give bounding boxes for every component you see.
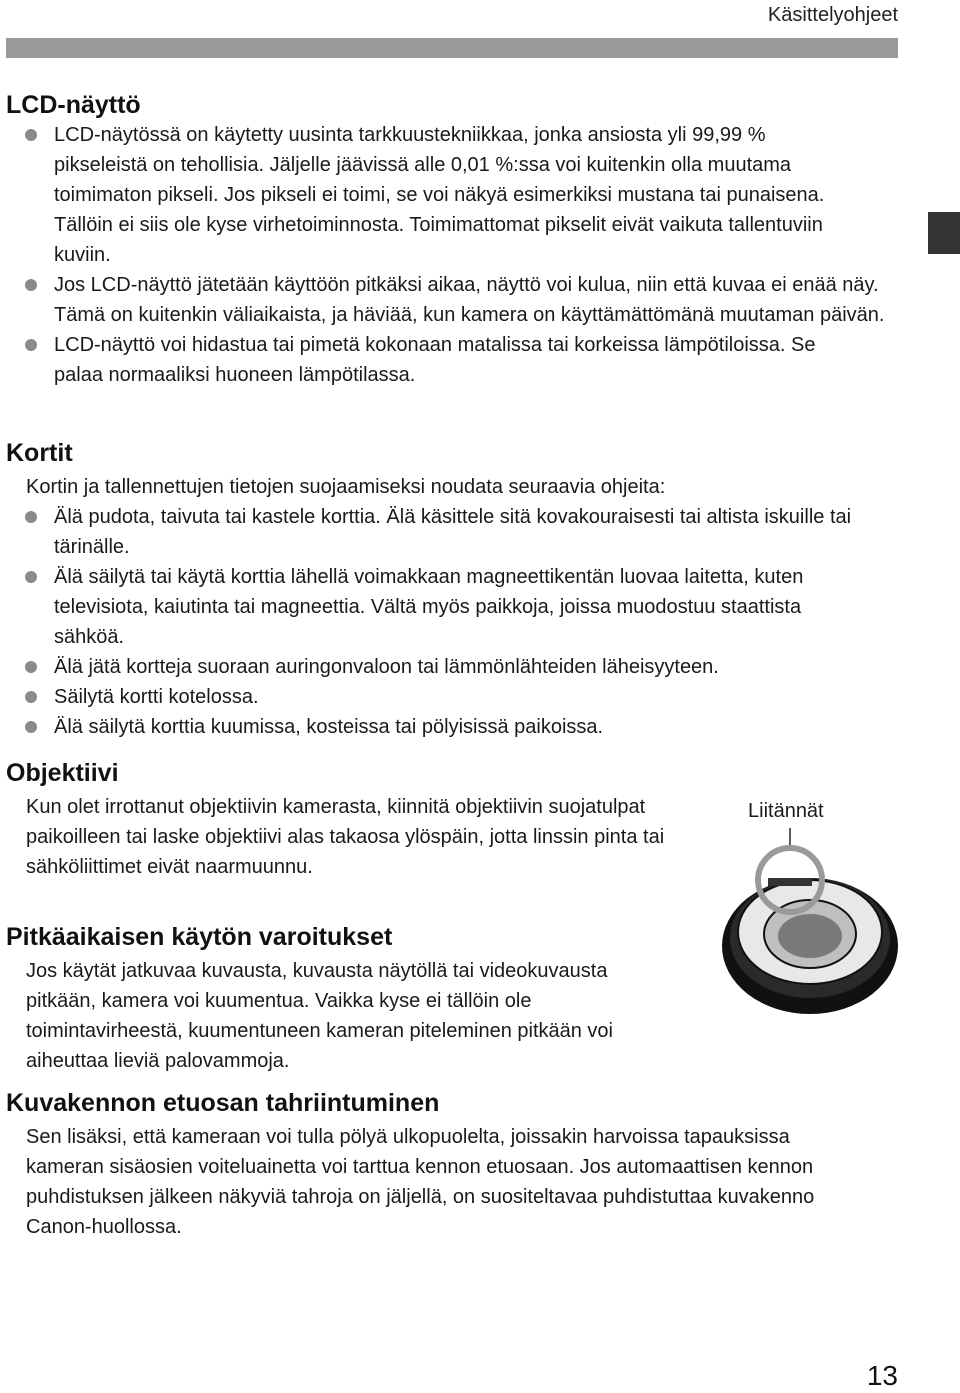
section-title: LCD-näyttö: [6, 91, 141, 119]
bullet-icon: [25, 129, 37, 141]
bullet-icon: [25, 339, 37, 351]
list-item: Jos LCD-näyttö jätetään käyttöön pitkäksi aikaa, näyttö voi kulua, niin että kuvaa ei enää näy. Tämä on kuitenkin väliaikaista, ja häviää, kun kamera on käyttämättömänä muutaman päivän.: [6, 270, 886, 330]
list-item: Älä pudota, taivuta tai kastele korttia. Älä käsittele sitä kovakouraisesti tai altista iskuille tai tärinälle.: [6, 502, 874, 562]
page-number: 13: [866, 1360, 898, 1391]
list-item: Älä säilytä tai käytä korttia lähellä voimakkaan magneettikentän luovaa laitetta, kuten televisiota, kaiutinta tai magneettia. Vältä myös paikkoja, joissa muodostuu staattista sähköä.: [6, 562, 844, 652]
lens-glass: [778, 914, 842, 958]
list-item: Älä jätä kortteja suoraan auringonvaloon tai lämmönlähteiden läheisyyteen.: [6, 652, 904, 682]
figure-label: Liitännät: [748, 800, 824, 822]
header-title: Käsittelyohjeet: [767, 4, 898, 26]
section-title: Objektiivi: [6, 759, 119, 787]
section-lens: [6, 758, 706, 882]
bullet-icon: [25, 571, 37, 583]
section-body: Kun olet irrottanut objektiivin kamerasta, kiinnitä objektiivin suojatulpat paikoilleen tai laske objektiivi alas takaosa ylöspäin, jotta linssin pinta tai sähköliittimet eivät naarmuunnu.: [26, 796, 665, 878]
section-intro: Kortin ja tallennettujen tietojen suojaamiseksi noudata seuraavia ohjeita:: [26, 476, 666, 498]
bullet-icon: [25, 661, 37, 673]
header-bar: [6, 38, 898, 58]
section-lcd: [6, 90, 896, 390]
electrical-contacts: [768, 878, 812, 886]
lens-rear-illustration: [720, 826, 900, 1016]
section-long-use: [6, 922, 706, 1076]
bullet-icon: [25, 721, 37, 733]
section-body: Jos käytät jatkuvaa kuvausta, kuvausta näytöllä tai videokuvausta pitkään, kamera voi kuumentua. Vaikka kyse ei tällöin ole toimintavirheestä, kuumentuneen kameran piteleminen pitkään voi aiheuttaa lieviä palovammoja.: [26, 960, 614, 1072]
bullet-icon: [25, 279, 37, 291]
list-item: Älä säilytä korttia kuumissa, kosteissa tai pölyisissä paikoissa.: [6, 712, 874, 742]
section-title: Kuvakennon etuosan tahriintuminen: [6, 1089, 440, 1117]
bullet-list: [6, 502, 896, 742]
bullet-icon: [25, 511, 37, 523]
section-sensor: [6, 1088, 896, 1242]
list-item: Säilytä kortti kotelossa.: [6, 682, 874, 712]
section-title: Kortit: [6, 439, 73, 467]
list-item: LCD-näytössä on käytetty uusinta tarkkuustekniikkaa, jonka ansiosta yli 99,99 % pikseleistä on tehollisia. Jäljelle jäävissä alle 0,01 %:ssa voi kuitenkin olla muutama toimimaton pikseli. Jos pikseli ei toimi, se voi näkyä esimerkiksi mustana tai punaisena. Tällöin ei siis ole kyse virhetoiminnosta. Toimimattomat pikselit eivät vaikuta tallentuviin kuviin.: [6, 120, 844, 270]
section-cards: [6, 438, 896, 742]
list-item: LCD-näyttö voi hidastua tai pimetä kokonaan matalissa tai korkeissa lämpötiloissa. Se palaa normaaliksi huoneen lämpötilassa.: [6, 330, 844, 390]
chapter-tab-marker: [928, 212, 960, 254]
section-body: Sen lisäksi, että kameraan voi tulla pölyä ulkopuolelta, joissakin harvoissa tapauksissa kameran sisäosien voiteluainetta voi tarttua kennon etuosaan. Jos automaattisen kennon puhdistuksen jälkeen näkyviä tahroja on jäljellä, on suositeltavaa puhdistuttaa kuvakenno Canon-huollossa.: [26, 1126, 815, 1238]
bullet-list: [6, 120, 896, 390]
section-title: Pitkäaikaisen käytön varoitukset: [6, 923, 393, 951]
bullet-icon: [25, 691, 37, 703]
